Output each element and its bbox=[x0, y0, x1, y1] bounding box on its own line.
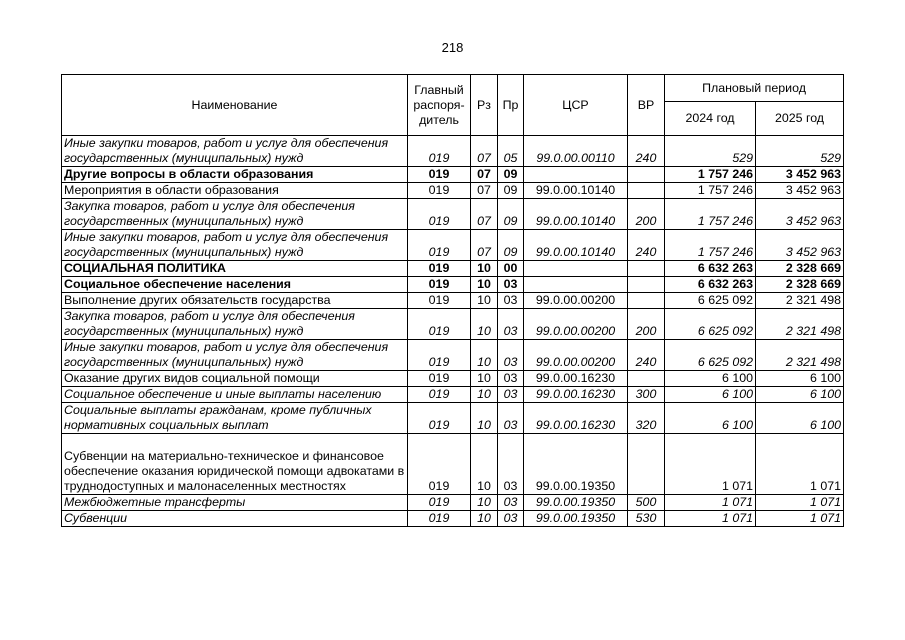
cell-2025: 2 321 498 bbox=[756, 340, 844, 371]
cell-2025: 2 321 498 bbox=[756, 293, 844, 309]
cell-name: Межбюджетные трансферты bbox=[62, 495, 408, 511]
header-year-2025: 2025 год bbox=[756, 102, 844, 136]
table-row bbox=[62, 403, 844, 434]
cell-pr: 03 bbox=[498, 387, 524, 403]
header-rz: Рз bbox=[471, 75, 498, 136]
cell-rz: 07 bbox=[471, 183, 498, 199]
cell-vr: 300 bbox=[628, 387, 665, 403]
cell-2025: 2 328 669 bbox=[756, 261, 844, 277]
table-body bbox=[62, 136, 844, 527]
table-row bbox=[62, 261, 844, 277]
cell-2024: 6 625 092 bbox=[665, 293, 756, 309]
cell-2024: 6 625 092 bbox=[665, 340, 756, 371]
cell-name: Социальные выплаты гражданам, кроме публичных нормативных социальных выплат bbox=[62, 403, 408, 434]
cell-2025: 1 071 bbox=[756, 495, 844, 511]
cell-vr: 200 bbox=[628, 309, 665, 340]
cell-manager: 019 bbox=[408, 199, 471, 230]
cell-2025: 1 071 bbox=[756, 511, 844, 527]
cell-csr: 99.0.00.10140 bbox=[524, 230, 628, 261]
header-name: Наименование bbox=[62, 75, 408, 136]
cell-rz: 10 bbox=[471, 403, 498, 434]
table-row bbox=[62, 277, 844, 293]
cell-2025: 3 452 963 bbox=[756, 167, 844, 183]
table-row bbox=[62, 511, 844, 527]
cell-vr: 240 bbox=[628, 230, 665, 261]
cell-2024: 6 100 bbox=[665, 387, 756, 403]
cell-pr: 09 bbox=[498, 167, 524, 183]
cell-manager: 019 bbox=[408, 371, 471, 387]
cell-csr bbox=[524, 261, 628, 277]
cell-manager: 019 bbox=[408, 136, 471, 167]
cell-name: Социальное обеспечение населения bbox=[62, 277, 408, 293]
table-row bbox=[62, 199, 844, 230]
cell-2025: 529 bbox=[756, 136, 844, 167]
cell-vr: 240 bbox=[628, 136, 665, 167]
table-row bbox=[62, 434, 844, 495]
cell-manager: 019 bbox=[408, 261, 471, 277]
cell-vr: 320 bbox=[628, 403, 665, 434]
cell-2025: 6 100 bbox=[756, 387, 844, 403]
cell-2025: 3 452 963 bbox=[756, 199, 844, 230]
cell-manager: 019 bbox=[408, 293, 471, 309]
cell-csr bbox=[524, 167, 628, 183]
cell-manager: 019 bbox=[408, 230, 471, 261]
table-row bbox=[62, 309, 844, 340]
cell-pr: 03 bbox=[498, 434, 524, 495]
cell-rz: 10 bbox=[471, 340, 498, 371]
cell-2024: 1 757 246 bbox=[665, 167, 756, 183]
cell-rz: 10 bbox=[471, 277, 498, 293]
cell-rz: 07 bbox=[471, 136, 498, 167]
cell-2025: 3 452 963 bbox=[756, 183, 844, 199]
cell-csr: 99.0.00.10140 bbox=[524, 183, 628, 199]
cell-manager: 019 bbox=[408, 277, 471, 293]
cell-2025: 2 321 498 bbox=[756, 309, 844, 340]
cell-manager: 019 bbox=[408, 183, 471, 199]
cell-manager: 019 bbox=[408, 434, 471, 495]
budget-table bbox=[61, 74, 844, 527]
cell-pr: 00 bbox=[498, 261, 524, 277]
cell-csr: 99.0.00.19350 bbox=[524, 495, 628, 511]
cell-rz: 10 bbox=[471, 293, 498, 309]
cell-name: Субвенции на материально-техническое и финансовое обеспечение оказания юридической помощи адвокатами в труднодоступных и малонаселенных местностях bbox=[62, 434, 408, 495]
header-year-2024: 2024 год bbox=[665, 102, 756, 136]
cell-2024: 1 071 bbox=[665, 434, 756, 495]
cell-pr: 09 bbox=[498, 199, 524, 230]
cell-name: Субвенции bbox=[62, 511, 408, 527]
header-pr: Пр bbox=[498, 75, 524, 136]
cell-rz: 10 bbox=[471, 309, 498, 340]
cell-pr: 09 bbox=[498, 230, 524, 261]
cell-csr: 99.0.00.19350 bbox=[524, 511, 628, 527]
cell-name: Иные закупки товаров, работ и услуг для обеспечения государственных (муниципальных) нужд bbox=[62, 340, 408, 371]
cell-csr: 99.0.00.10140 bbox=[524, 199, 628, 230]
cell-vr bbox=[628, 434, 665, 495]
cell-pr: 03 bbox=[498, 340, 524, 371]
table-row bbox=[62, 167, 844, 183]
cell-2024: 6 100 bbox=[665, 403, 756, 434]
cell-2024: 6 625 092 bbox=[665, 309, 756, 340]
cell-vr: 500 bbox=[628, 495, 665, 511]
cell-name: Социальное обеспечение и иные выплаты населению bbox=[62, 387, 408, 403]
cell-2025: 3 452 963 bbox=[756, 230, 844, 261]
cell-pr: 03 bbox=[498, 511, 524, 527]
cell-name: Мероприятия в области образования bbox=[62, 183, 408, 199]
cell-manager: 019 bbox=[408, 495, 471, 511]
cell-name: Другие вопросы в области образования bbox=[62, 167, 408, 183]
cell-2024: 6 632 263 bbox=[665, 277, 756, 293]
cell-rz: 07 bbox=[471, 230, 498, 261]
cell-pr: 03 bbox=[498, 403, 524, 434]
cell-vr bbox=[628, 183, 665, 199]
cell-2024: 1 071 bbox=[665, 495, 756, 511]
cell-rz: 07 bbox=[471, 199, 498, 230]
cell-pr: 03 bbox=[498, 371, 524, 387]
cell-name: Оказание других видов социальной помощи bbox=[62, 371, 408, 387]
table-row bbox=[62, 340, 844, 371]
table-row bbox=[62, 293, 844, 309]
cell-pr: 03 bbox=[498, 495, 524, 511]
cell-rz: 10 bbox=[471, 495, 498, 511]
cell-2024: 1 757 246 bbox=[665, 199, 756, 230]
cell-rz: 10 bbox=[471, 261, 498, 277]
cell-name: Закупка товаров, работ и услуг для обеспечения государственных (муниципальных) нужд bbox=[62, 309, 408, 340]
cell-2025: 6 100 bbox=[756, 371, 844, 387]
cell-vr bbox=[628, 277, 665, 293]
cell-2024: 6 100 bbox=[665, 371, 756, 387]
cell-vr bbox=[628, 371, 665, 387]
cell-name: Закупка товаров, работ и услуг для обеспечения государственных (муниципальных) нужд bbox=[62, 199, 408, 230]
header-manager: Главный распоря-дитель bbox=[408, 75, 471, 136]
cell-pr: 03 bbox=[498, 277, 524, 293]
cell-csr: 99.0.00.16230 bbox=[524, 403, 628, 434]
header-planning-period: Плановый период bbox=[665, 75, 844, 102]
cell-csr: 99.0.00.19350 bbox=[524, 434, 628, 495]
cell-manager: 019 bbox=[408, 167, 471, 183]
cell-vr: 240 bbox=[628, 340, 665, 371]
cell-2024: 1 071 bbox=[665, 511, 756, 527]
cell-vr bbox=[628, 293, 665, 309]
cell-rz: 10 bbox=[471, 371, 498, 387]
table-row bbox=[62, 371, 844, 387]
cell-rz: 10 bbox=[471, 511, 498, 527]
cell-rz: 10 bbox=[471, 387, 498, 403]
cell-name: Выполнение других обязательств государства bbox=[62, 293, 408, 309]
cell-vr: 530 bbox=[628, 511, 665, 527]
cell-2025: 1 071 bbox=[756, 434, 844, 495]
cell-csr bbox=[524, 277, 628, 293]
cell-name: Иные закупки товаров, работ и услуг для обеспечения государственных (муниципальных) нужд bbox=[62, 136, 408, 167]
cell-csr: 99.0.00.00200 bbox=[524, 309, 628, 340]
cell-manager: 019 bbox=[408, 403, 471, 434]
cell-vr bbox=[628, 261, 665, 277]
table-row bbox=[62, 387, 844, 403]
table-header bbox=[62, 75, 844, 136]
table-row bbox=[62, 495, 844, 511]
cell-name: Иные закупки товаров, работ и услуг для обеспечения государственных (муниципальных) нужд bbox=[62, 230, 408, 261]
table-row bbox=[62, 136, 844, 167]
cell-pr: 03 bbox=[498, 293, 524, 309]
cell-2025: 6 100 bbox=[756, 403, 844, 434]
cell-2024: 1 757 246 bbox=[665, 230, 756, 261]
cell-csr: 99.0.00.00200 bbox=[524, 340, 628, 371]
header-csr: ЦСР bbox=[524, 75, 628, 136]
cell-csr: 99.0.00.16230 bbox=[524, 387, 628, 403]
cell-rz: 10 bbox=[471, 434, 498, 495]
cell-name: СОЦИАЛЬНАЯ ПОЛИТИКА bbox=[62, 261, 408, 277]
cell-2024: 1 757 246 bbox=[665, 183, 756, 199]
cell-manager: 019 bbox=[408, 340, 471, 371]
table-row bbox=[62, 230, 844, 261]
page-number: 218 bbox=[441, 40, 464, 55]
cell-2025: 2 328 669 bbox=[756, 277, 844, 293]
cell-csr: 99.0.00.00110 bbox=[524, 136, 628, 167]
cell-csr: 99.0.00.16230 bbox=[524, 371, 628, 387]
cell-2024: 6 632 263 bbox=[665, 261, 756, 277]
cell-pr: 05 bbox=[498, 136, 524, 167]
cell-csr: 99.0.00.00200 bbox=[524, 293, 628, 309]
cell-2024: 529 bbox=[665, 136, 756, 167]
cell-manager: 019 bbox=[408, 309, 471, 340]
cell-manager: 019 bbox=[408, 511, 471, 527]
table-row bbox=[62, 183, 844, 199]
cell-pr: 09 bbox=[498, 183, 524, 199]
cell-vr bbox=[628, 167, 665, 183]
header-vr: ВР bbox=[628, 75, 665, 136]
cell-rz: 07 bbox=[471, 167, 498, 183]
cell-manager: 019 bbox=[408, 387, 471, 403]
cell-vr: 200 bbox=[628, 199, 665, 230]
cell-pr: 03 bbox=[498, 309, 524, 340]
